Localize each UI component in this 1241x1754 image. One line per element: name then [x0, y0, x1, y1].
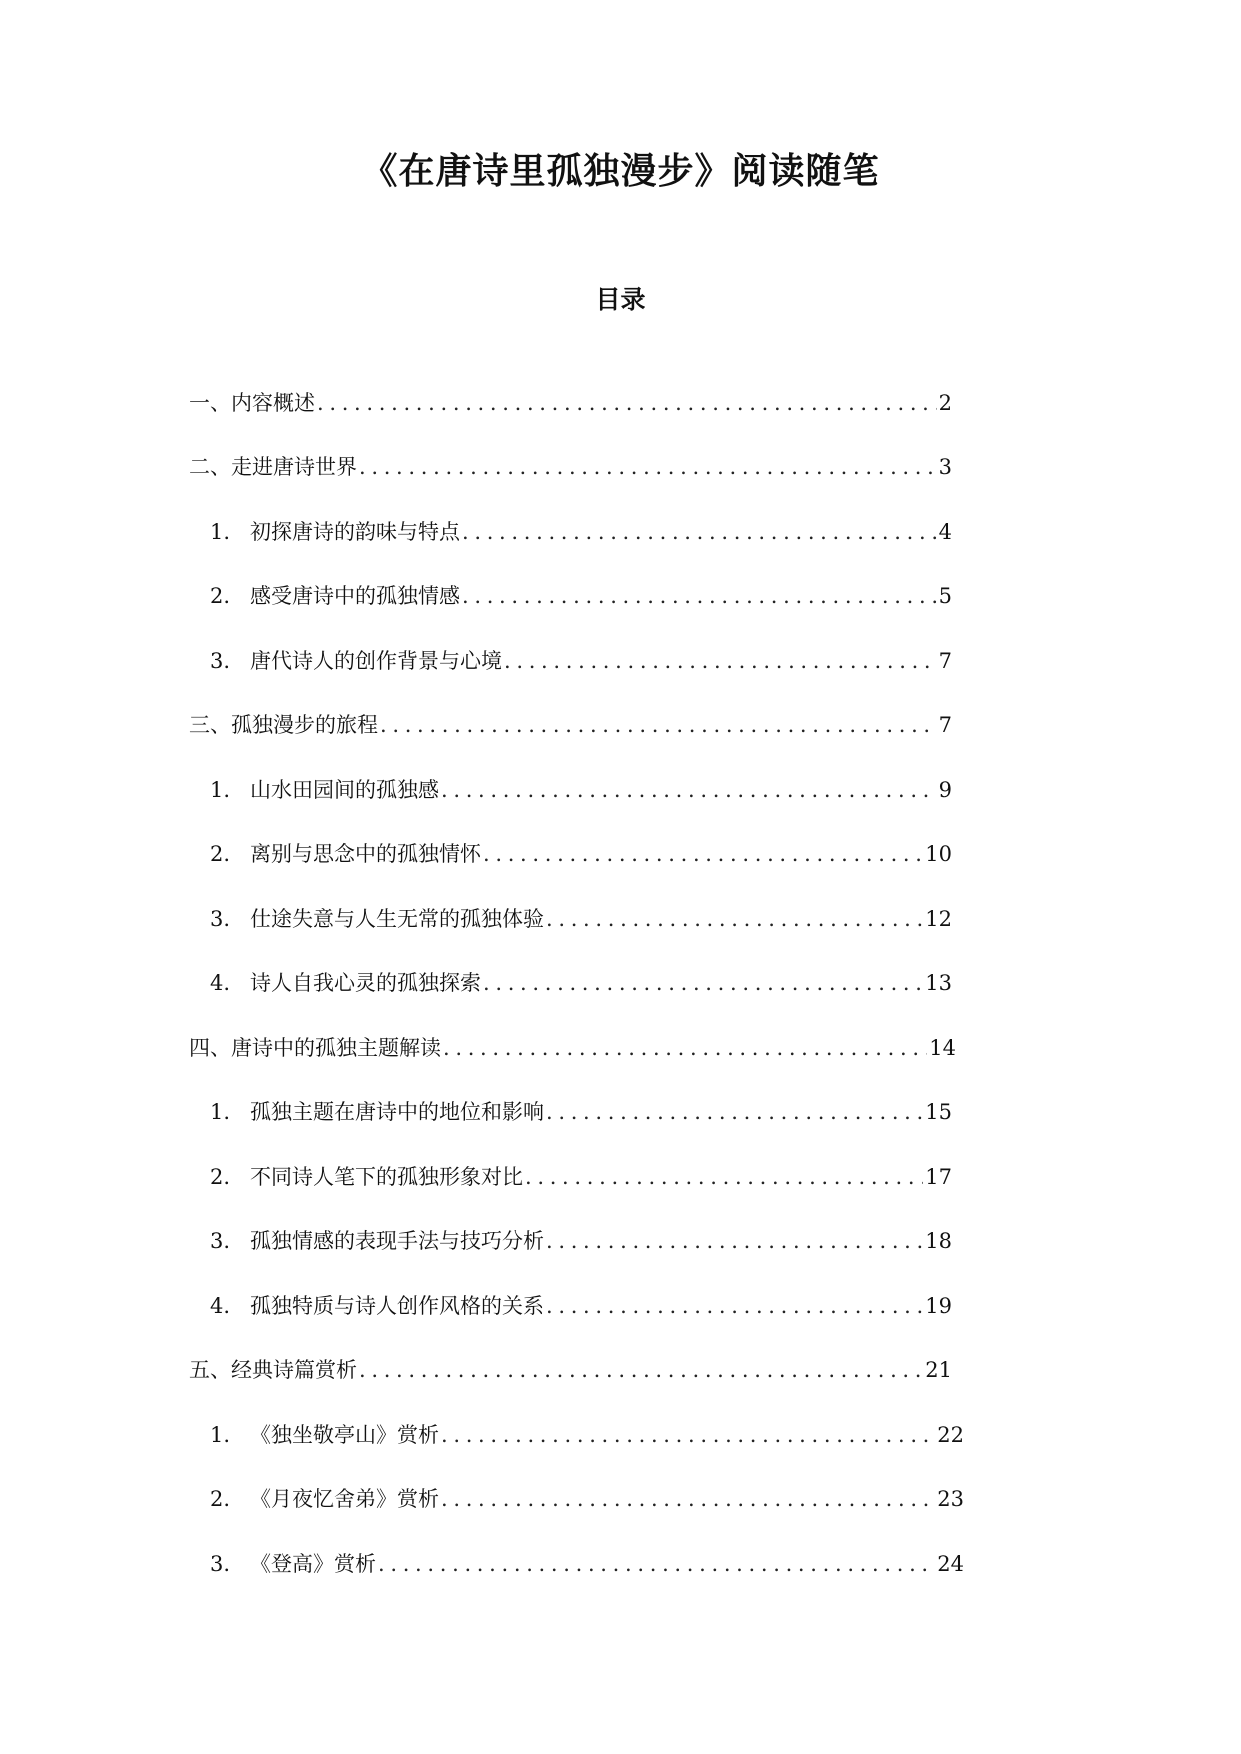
dot-leader — [462, 581, 937, 611]
dot-leader — [525, 1162, 923, 1192]
toc-entry-label: 《登高》赏析 — [250, 1552, 376, 1576]
toc-entry-subsection[interactable] — [210, 581, 952, 611]
toc-entry-subsection[interactable] — [210, 1549, 964, 1579]
toc-entry-subsection[interactable] — [210, 1162, 952, 1192]
toc-entry-subsection[interactable] — [210, 839, 952, 869]
toc-page-number: 24 — [937, 1552, 964, 1576]
toc-entry-number: 2. — [210, 1487, 231, 1511]
toc-heading: 目录 — [595, 285, 646, 314]
dot-leader — [443, 1033, 927, 1063]
toc-entry-number: 2. — [210, 842, 231, 866]
dot-leader — [546, 904, 923, 934]
toc-entry-number: 2. — [210, 1165, 231, 1189]
toc-entry-number: 4. — [210, 1294, 231, 1318]
toc-page-number: 7 — [938, 713, 952, 737]
toc-page-number: 12 — [925, 907, 952, 931]
toc-entry-label: 仕途失意与人生无常的孤独体验 — [250, 907, 544, 931]
toc-entry-number: 3. — [210, 1229, 231, 1253]
dot-leader — [441, 1484, 935, 1514]
toc-page-number: 21 — [925, 1358, 952, 1382]
toc-entry-number: 3. — [210, 907, 231, 931]
toc-entry-label: 山水田园间的孤独感 — [250, 778, 439, 802]
toc-entry-section-5[interactable] — [189, 1355, 952, 1385]
toc-entry-label: 五、经典诗篇赏析 — [189, 1358, 357, 1382]
dot-leader — [317, 388, 937, 418]
dot-leader — [462, 517, 937, 547]
toc-page-number: 23 — [937, 1487, 964, 1511]
toc-page-number: 5 — [938, 584, 952, 608]
toc-entry-label: 四、唐诗中的孤独主题解读 — [189, 1036, 441, 1060]
toc-entry-subsection[interactable] — [210, 517, 952, 547]
dot-leader — [359, 452, 937, 482]
toc-entry-subsection[interactable] — [210, 1226, 952, 1256]
toc-entry-number: 1. — [210, 778, 231, 802]
toc-entry-label: 《月夜忆舍弟》赏析 — [250, 1487, 439, 1511]
toc-page-number: 17 — [925, 1165, 952, 1189]
dot-leader — [483, 968, 923, 998]
toc-entry-subsection[interactable] — [210, 1291, 952, 1321]
toc-entry-label: 一、内容概述 — [189, 391, 315, 415]
toc-entry-section-4[interactable] — [189, 1033, 956, 1063]
toc-entry-number: 1. — [210, 1423, 231, 1447]
toc-entry-label: 初探唐诗的韵味与特点 — [250, 520, 460, 544]
toc-entry-label: 《独坐敬亭山》赏析 — [250, 1423, 439, 1447]
toc-entry-label: 孤独主题在唐诗中的地位和影响 — [250, 1100, 544, 1124]
toc-entry-label: 孤独情感的表现手法与技巧分析 — [250, 1229, 544, 1253]
toc-page-number: 22 — [937, 1423, 964, 1447]
toc-entry-number: 4. — [210, 971, 231, 995]
document-title: 《在唐诗里孤独漫步》阅读随笔 — [361, 151, 880, 192]
toc-entry-label: 三、孤独漫步的旅程 — [189, 713, 378, 737]
toc-entry-subsection[interactable] — [210, 1097, 952, 1127]
toc-page-number: 15 — [925, 1100, 952, 1124]
toc-entry-subsection[interactable] — [210, 968, 952, 998]
toc-page-number: 14 — [929, 1036, 956, 1060]
dot-leader — [378, 1549, 935, 1579]
toc-page-number: 7 — [938, 649, 952, 673]
toc-entry-number: 2. — [210, 584, 231, 608]
toc-entry-subsection[interactable] — [210, 775, 952, 805]
toc-entry-label: 诗人自我心灵的孤独探索 — [250, 971, 481, 995]
toc-page-number: 18 — [925, 1229, 952, 1253]
toc-entry-section-2[interactable] — [189, 452, 952, 482]
dot-leader — [359, 1355, 923, 1385]
toc-entry-subsection[interactable] — [210, 1484, 964, 1514]
dot-leader — [546, 1291, 923, 1321]
toc-entry-label: 唐代诗人的创作背景与心境 — [250, 649, 502, 673]
dot-leader — [441, 1420, 935, 1450]
toc-entry-label: 二、走进唐诗世界 — [189, 455, 357, 479]
toc-entry-section-1[interactable] — [189, 388, 952, 418]
toc-page-number: 10 — [925, 842, 952, 866]
dot-leader — [546, 1226, 923, 1256]
dot-leader — [380, 710, 937, 740]
toc-entry-number: 1. — [210, 520, 231, 544]
toc-page-number: 4 — [938, 520, 952, 544]
toc-page-number: 9 — [938, 778, 952, 802]
dot-leader — [483, 839, 923, 869]
toc-entry-number: 3. — [210, 1552, 231, 1576]
toc-entry-number: 3. — [210, 649, 231, 673]
toc-entry-label: 孤独特质与诗人创作风格的关系 — [250, 1294, 544, 1318]
toc-page-number: 3 — [938, 455, 952, 479]
toc-entry-section-3[interactable] — [189, 710, 952, 740]
dot-leader — [441, 775, 937, 805]
dot-leader — [546, 1097, 923, 1127]
toc-entry-subsection[interactable] — [210, 646, 952, 676]
toc-entry-label: 感受唐诗中的孤独情感 — [250, 584, 460, 608]
toc-page-number: 13 — [925, 971, 952, 995]
toc-entry-subsection[interactable] — [210, 904, 952, 934]
toc-page-number: 2 — [938, 391, 952, 415]
toc-page-number: 19 — [925, 1294, 952, 1318]
toc-entry-label: 离别与思念中的孤独情怀 — [250, 842, 481, 866]
toc-entry-label: 不同诗人笔下的孤独形象对比 — [250, 1165, 523, 1189]
toc-entry-subsection[interactable] — [210, 1420, 964, 1450]
toc-entry-number: 1. — [210, 1100, 231, 1124]
dot-leader — [504, 646, 937, 676]
